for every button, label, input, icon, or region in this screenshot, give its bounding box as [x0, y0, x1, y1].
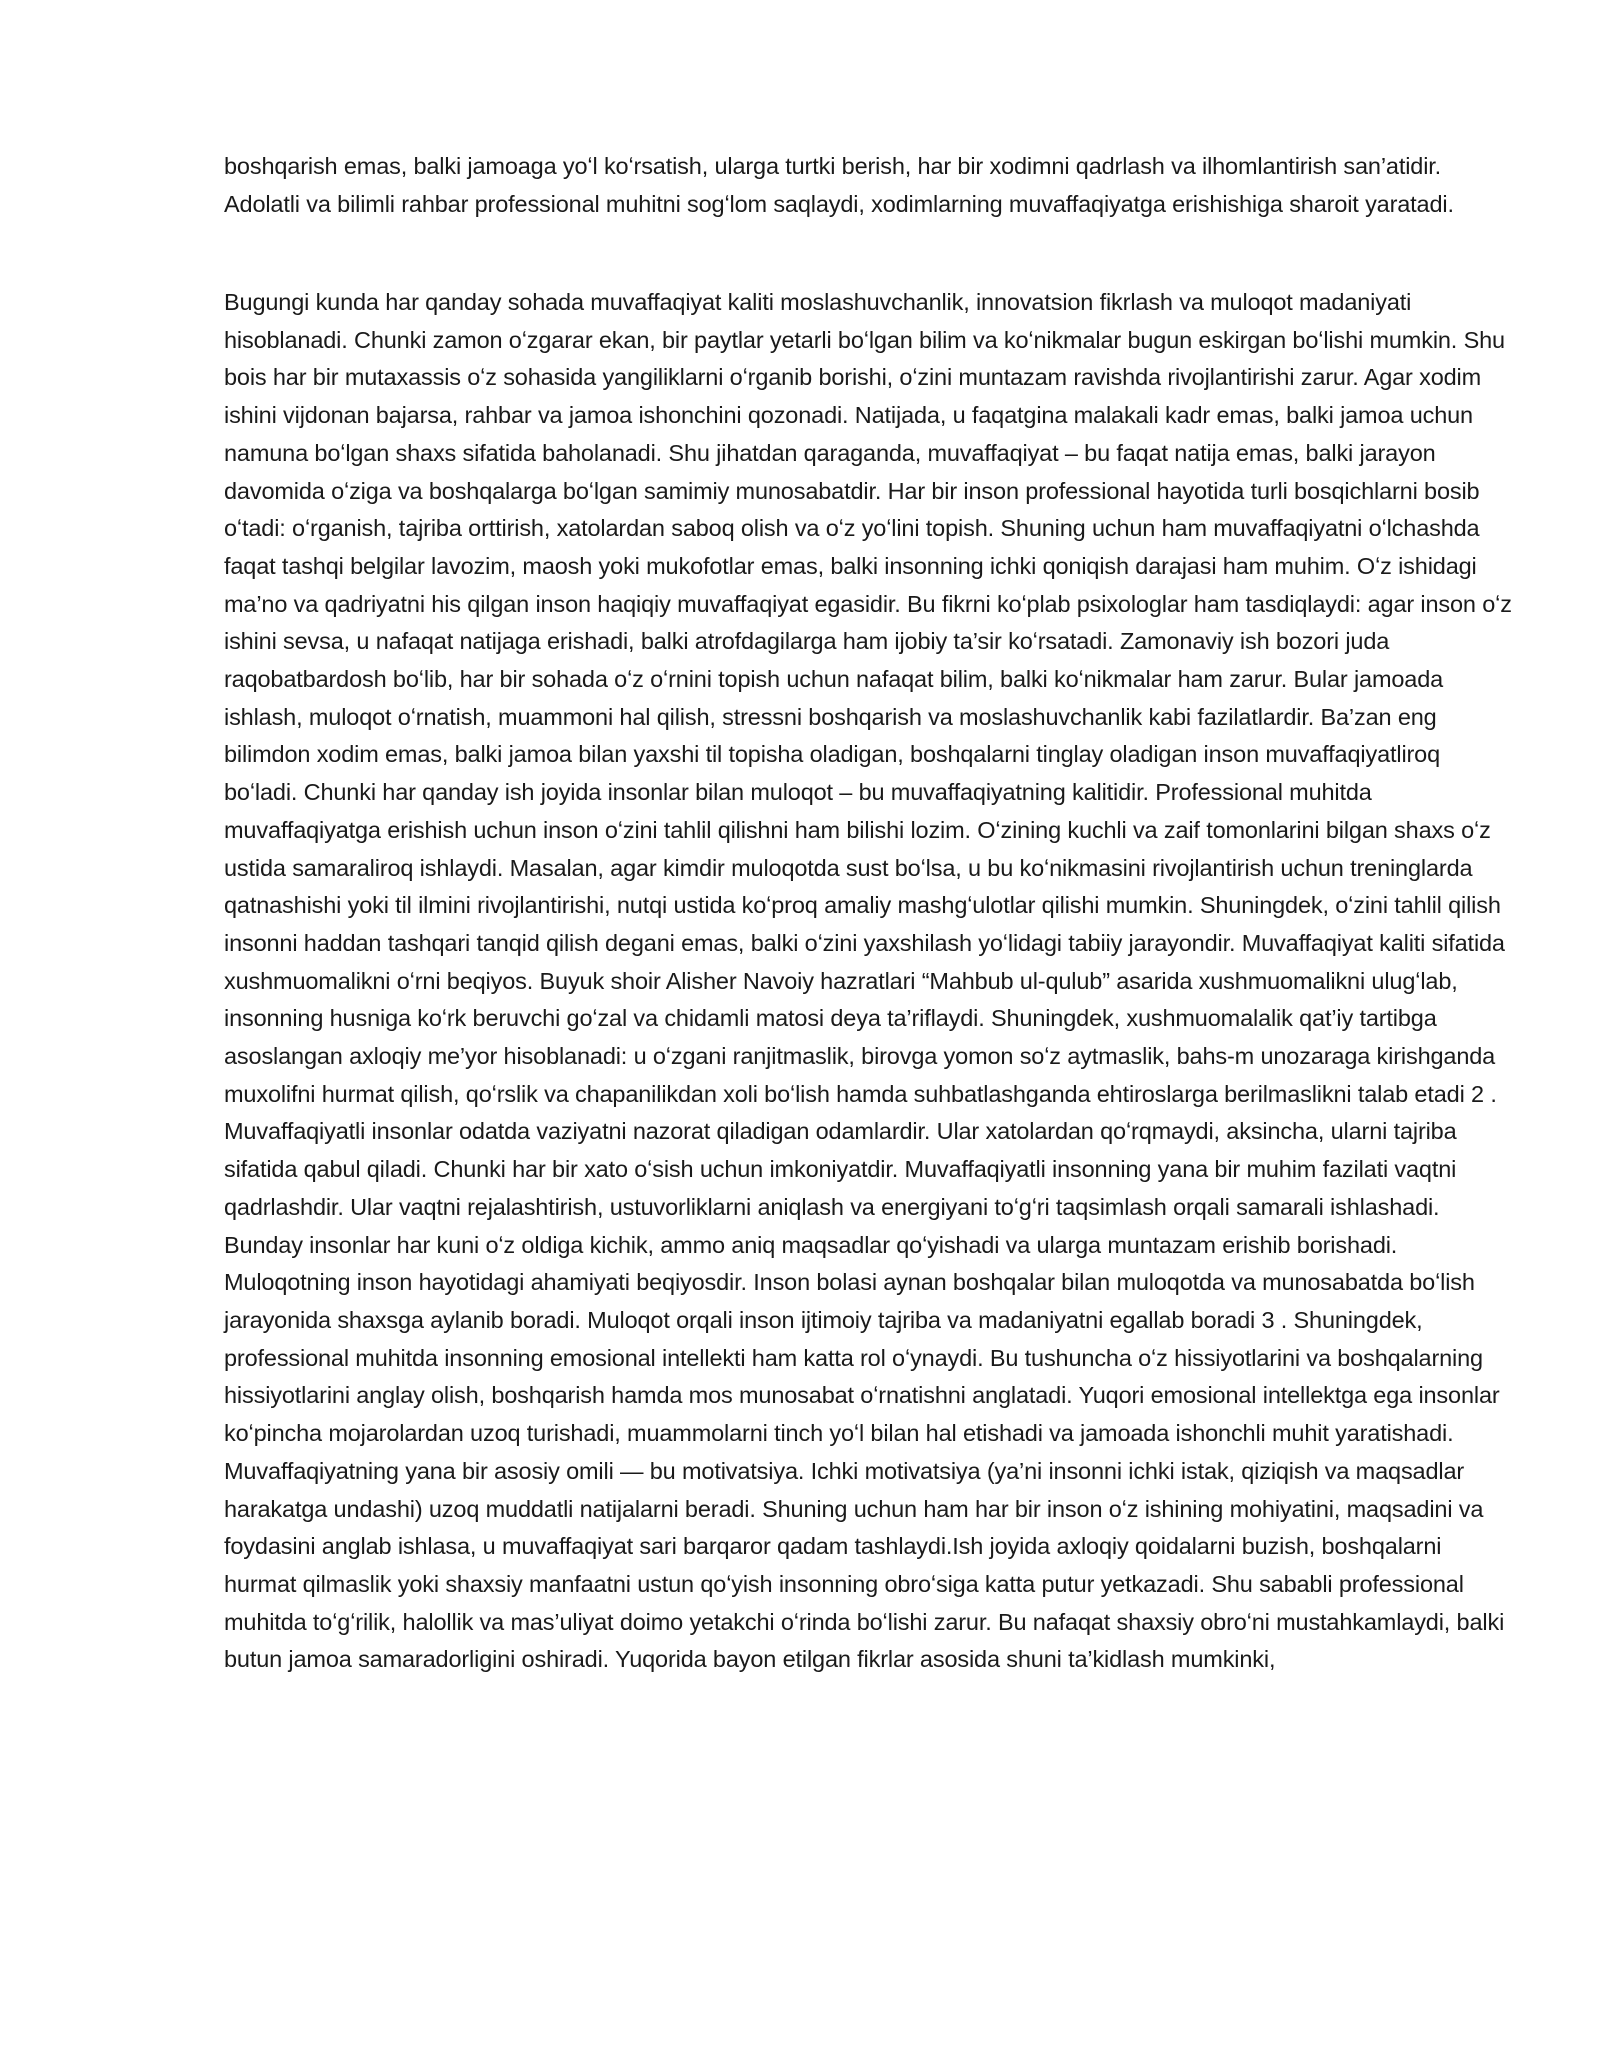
paragraph-2-container: [224, 284, 1514, 1679]
paragraph-1-container: [224, 148, 1514, 223]
paragraph: Bugungi kunda har qanday sohada muvaffaqiyat kaliti moslashuvchanlik, innovatsion fikrlash va muloqot madaniyati hisoblanadi. Chunki zamon oʻzgarar ekan, bir paytlar yetarli boʻlgan bilim va koʻnikmalar bugun eskirgan boʻlishi mumkin. Shu bois har bir mutaxassis oʻz sohasida yangiliklarni oʻrganib borishi, oʻzini muntazam ravishda rivojlantirishi zarur. Agar xodim ishini vijdonan bajarsa, rahbar va jamoa ishonchini qozonadi. Natijada, u faqatgina malakali kadr emas, balki jamoa uchun namuna boʻlgan shaxs sifatida baholanadi. Shu jihatdan qaraganda, muvaffaqiyat – bu faqat natija emas, balki jarayon davomida oʻziga va boshqalarga boʻlgan samimiy munosabatdir. Har bir inson professional hayotida turli bosqichlarni bosib oʻtadi: oʻrganish, tajriba orttirish, xatolardan saboq olish va oʻz yoʻlini topish. Shuning uchun ham muvaffaqiyatni oʻlchashda faqat tashqi belgilar lavozim, maosh yoki mukofotlar emas, balki insonning ichki qoniqish darajasi ham muhim. Oʻz ishidagi ma’no va qadriyatni his qilgan inson haqiqiy muvaffaqiyat egasidir. Bu fikrni koʻplab psixologlar ham tasdiqlaydi: agar inson oʻz ishini sevsa, u nafaqat natijaga erishadi, balki atrofdagilarga ham ijobiy ta’sir koʻrsatadi. Zamonaviy ish bozori juda raqobatbardosh boʻlib, har bir sohada oʻz oʻrnini topish uchun nafaqat bilim, balki koʻnikmalar ham zarur. Bular jamoada ishlash, muloqot oʻrnatish, muammoni hal qilish, stressni boshqarish va moslashuvchanlik kabi fazilatlardir. Ba’zan eng bilimdon xodim emas, balki jamoa bilan yaxshi til topisha oladigan, boshqalarni tinglay oladigan inson muvaffaqiyatliroq boʻladi. Chunki har qanday ish joyida insonlar bilan muloqot – bu muvaffaqiyatning kalitidir. Professional muhitda muvaffaqiyatga erishish uchun inson oʻzini tahlil qilishni ham bilishi lozim. Oʻzining kuchli va zaif tomonlarini bilgan shaxs oʻz ustida samaraliroq ishlaydi. Masalan, agar kimdir muloqotda sust boʻlsa, u bu koʻnikmasini rivojlantirish uchun treninglarda qatnashishi yoki til ilmini rivojlantirishi, nutqi ustida koʻproq amaliy mashgʻulotlar qilishi mumkin. Shuningdek, oʻzini tahlil qilish insonni haddan tashqari tanqid qilish degani emas, balki oʻzini yaxshilash yoʻlidagi tabiiy jarayondir. Muvaffaqiyat kaliti sifatida xushmuomalikni oʻrni beqiyos. Buyuk shoir Alisher Navoiy hazratlari “Mahbub ul-qulub” asarida xushmuomalikni ulugʻlab, insonning husniga koʻrk beruvchi goʻzal va chidamli matosi deya ta’riflaydi. Shuningdek, xushmuomalalik qat’iy tartibga asoslangan axloqiy me’yor hisoblanadi: u oʻzgani ranjitmaslik, birovga yomon soʻz aytmaslik, bahs-m unozaraga kirishganda muxolifni hurmat qilish, qoʻrslik va chapanilikdan xoli boʻlish hamda suhbatlashganda ehtiroslarga berilmaslikni talab etadi 2 . Muvaffaqiyatli insonlar odatda vaziyatni nazorat qiladigan odamlardir. Ular xatolardan qoʻrqmaydi, aksincha, ularni tajriba sifatida qabul qiladi. Chunki har bir xato oʻsish uchun imkoniyatdir. Muvaffaqiyatli insonning yana bir muhim fazilati vaqtni qadrlashdir. Ular vaqtni rejalashtirish, ustuvorliklarni aniqlash va energiyani toʻgʻri taqsimlash orqali samarali ishlashadi. Bunday insonlar har kuni oʻz oldiga kichik, ammo aniq maqsadlar qoʻyishadi va ularga muntazam erishib borishadi. Muloqotning inson hayotidagi ahamiyati beqiyosdir. Inson bolasi aynan boshqalar bilan muloqotda va munosabatda boʻlish jarayonida shaxsga aylanib boradi. Muloqot orqali inson ijtimoiy tajriba va madaniyatni egallab boradi 3 . Shuningdek, professional muhitda insonning emosional intellekti ham katta rol oʻynaydi. Bu tushuncha oʻz hissiyotlarini va boshqalarning hissiyotlarini anglay olish, boshqarish hamda mos munosabat oʻrnatishni anglatadi. Yuqori emosional intellektga ega insonlar koʻpincha mojarolardan uzoq turishadi, muammolarni tinch yoʻl bilan hal etishadi va jamoada ishonchli muhit yaratishadi. Muvaffaqiyatning yana bir asosiy omili — bu motivatsiya. Ichki motivatsiya (ya’ni insonni ichki istak, qiziqish va maqsadlar harakatga undashi) uzoq muddatli natijalarni beradi. Shuning uchun ham har bir inson oʻz ishining mohiyatini, maqsadini va foydasini anglab ishlasa, u muvaffaqiyat sari barqaror qadam tashlaydi.Ish joyida axloqiy qoidalarni buzish, boshqalarni hurmat qilmaslik yoki shaxsiy manfaatni ustun qoʻyish insonning obroʻsiga katta putur yetkazadi. Shu sababli professional muhitda toʻgʻrilik, halollik va mas’uliyat doimo yetakchi oʻrinda boʻlishi zarur. Bu nafaqat shaxsiy obroʻni mustahkamlaydi, balki butun jamoa samaradorligini oshiradi. Yuqorida bayon etilgan fikrlar asosida shuni ta’kidlash mumkinki,: [224, 289, 1512, 1673]
paragraph: boshqarish emas, balki jamoaga yoʻl koʻrsatish, ularga turtki berish, har bir xodimni qadrlash va ilhomlantirish san’atidir. Adolatli va bilimli rahbar professional muhitni sogʻlom saqlaydi, xodimlarning muvaffaqiyatga erishishiga sharoit yaratadi.: [224, 153, 1454, 217]
